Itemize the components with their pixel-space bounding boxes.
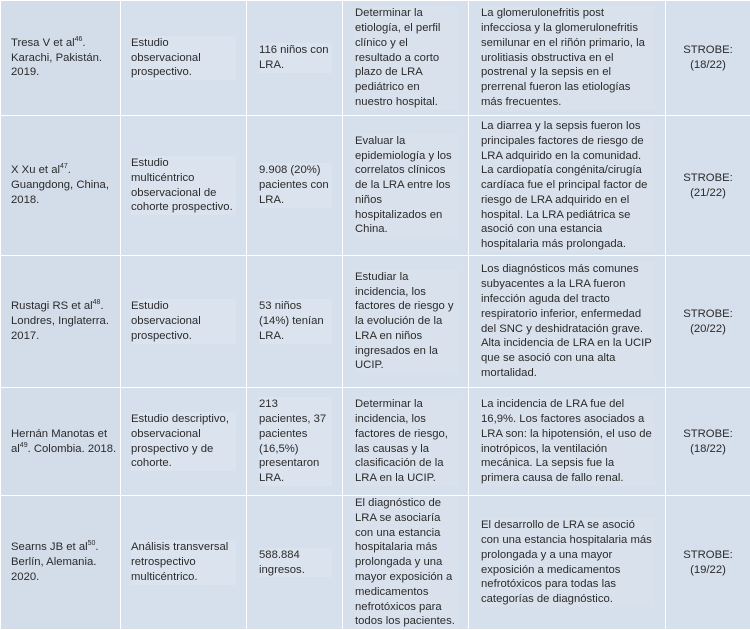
study-design: Estudio observacional prospectivo. bbox=[131, 36, 236, 80]
reference-number: 48 bbox=[93, 300, 101, 307]
author-place-year: . Colombia. 2018. bbox=[28, 443, 117, 455]
study-design: Estudio observacional prospectivo. bbox=[131, 299, 236, 343]
author-name: Hernán Manotas et al bbox=[11, 428, 107, 455]
study-objective: Estudiar la incidencia, los factores de riesgo y la evolución de la LRA en niños ingresados en la UCIP. bbox=[355, 270, 458, 374]
author-place-year: . Londres, Inglaterra. 2017. bbox=[11, 300, 109, 342]
sample-cell bbox=[247, 116, 343, 256]
strobe-score: STROBE: (20/22) bbox=[683, 308, 733, 335]
quality-cell bbox=[666, 256, 750, 388]
study-design: Estudio multicéntrico observacional de cohorte prospectivo. bbox=[131, 156, 236, 215]
study-results: El desarrollo de LRA se asoció con una estancia hospitalaria más prolongada y a una mayor exposición a medicamentos nefrotóxicos para todas las categorías de diagnóstico. bbox=[481, 518, 655, 607]
results-cell bbox=[469, 256, 666, 388]
study-design: Estudio descriptivo, observacional prospectivo y de cohorte. bbox=[131, 412, 236, 471]
objective-cell bbox=[343, 256, 469, 388]
strobe-score: STROBE: (18/22) bbox=[683, 428, 733, 455]
strobe-score: STROBE: (21/22) bbox=[683, 172, 733, 199]
author-name: Rustagi RS et al bbox=[11, 300, 93, 312]
reference-number: 49 bbox=[20, 442, 28, 449]
design-cell bbox=[121, 1, 247, 116]
quality-cell bbox=[666, 496, 750, 630]
design-cell bbox=[121, 496, 247, 630]
study-objective: Determinar la etiología, el perfil clínico y el resultado a corto plazo de LRA pediátrico en nuestro hospital. bbox=[355, 6, 458, 110]
design-cell bbox=[121, 116, 247, 256]
study-objective: Determinar la incidencia, los factores de riesgo, las causas y la clasificación de la LRA en la UCIP. bbox=[355, 397, 458, 486]
objective-cell bbox=[343, 116, 469, 256]
results-cell bbox=[469, 1, 666, 116]
design-cell bbox=[121, 256, 247, 388]
results-cell bbox=[469, 388, 666, 496]
author-cell bbox=[1, 256, 121, 388]
study-results: La incidencia de LRA fue del 16,9%. Los factores asociados a LRA son: la hipotensión, el uso de inotrópicos, la ventilación mecánica. La sepsis fue la primera causa de fallo renal. bbox=[481, 397, 655, 486]
author-name: Searns JB et al bbox=[11, 541, 88, 553]
study-results: La diarrea y la sepsis fueron los principales factores de riesgo de LRA adquirido en la comunidad. La cardiopatía congénita/cirugía cardíaca fue el principal factor de riesgo de LRA adquirido en el hospital. La LRA pediátrica se asoció con una estancia hospitalaria más prolongada. bbox=[481, 119, 655, 252]
sample-size: 53 niños (14%) tenían LRA. bbox=[259, 299, 332, 343]
author-cell bbox=[1, 388, 121, 496]
results-cell bbox=[469, 496, 666, 630]
sample-cell bbox=[247, 1, 343, 116]
reference-number: 47 bbox=[60, 164, 68, 171]
study-objective: Evaluar la epidemiología y los correlatos clínicos de la LRA entre los niños hospitalizados en China. bbox=[355, 134, 458, 238]
table-row bbox=[1, 496, 750, 630]
author-name: Tresa V et al bbox=[11, 37, 75, 49]
table-row bbox=[1, 1, 750, 116]
study-results: La glomerulonefritis post infecciosa y la glomerulonefritis semilunar en el riñón primario, la urolitiasis obstructiva en el postrenal y la sepsis en el prerrenal fueron las etiologías más frecuentes. bbox=[481, 6, 655, 110]
author-cell bbox=[1, 116, 121, 256]
quality-cell bbox=[666, 388, 750, 496]
author-place-year: . Berlín, Alemania. 2020. bbox=[11, 541, 99, 583]
sample-size: 588.884 ingresos. bbox=[259, 548, 332, 578]
strobe-score: STROBE: (19/22) bbox=[683, 549, 733, 576]
study-design: Análisis transversal retrospectivo multicéntrico. bbox=[131, 540, 236, 584]
objective-cell bbox=[343, 388, 469, 496]
author-place-year: . Guangdong, China, 2018. bbox=[11, 164, 109, 206]
results-cell bbox=[469, 116, 666, 256]
study-results: Los diagnósticos más comunes subyacentes a la LRA fueron infección aguda del tracto respiratorio inferior, enfermedad del SNC y deshidratación grave. Alta incidencia de LRA en la UCIP que se asoció con una alta mortalidad. bbox=[481, 262, 655, 380]
reference-number: 46 bbox=[75, 36, 83, 43]
sample-cell bbox=[247, 496, 343, 630]
objective-cell bbox=[343, 496, 469, 630]
sample-size: 9.908 (20%) pacientes con LRA. bbox=[259, 163, 332, 207]
sample-cell bbox=[247, 388, 343, 496]
design-cell bbox=[121, 388, 247, 496]
quality-cell bbox=[666, 1, 750, 116]
reference-number: 50 bbox=[88, 541, 96, 548]
objective-cell bbox=[343, 1, 469, 116]
author-place-year: . Karachi, Pakistán. 2019. bbox=[11, 37, 102, 79]
quality-cell bbox=[666, 116, 750, 256]
sample-cell bbox=[247, 256, 343, 388]
table-row bbox=[1, 388, 750, 496]
sample-size: 116 niños con LRA. bbox=[259, 43, 332, 73]
sample-size: 213 pacientes, 37 pacientes (16,5%) presentaron LRA. bbox=[259, 397, 332, 486]
table-row bbox=[1, 256, 750, 388]
study-objective: El diagnóstico de LRA se asociaría con una estancia hospitalaria más prolongada y una mayor exposición a medicamentos nefrotóxicos para todos los pacientes. bbox=[355, 496, 458, 629]
author-name: X Xu et al bbox=[11, 164, 60, 176]
author-cell bbox=[1, 1, 121, 116]
strobe-score: STROBE: (18/22) bbox=[683, 44, 733, 71]
author-cell bbox=[1, 496, 121, 630]
table-row bbox=[1, 116, 750, 256]
